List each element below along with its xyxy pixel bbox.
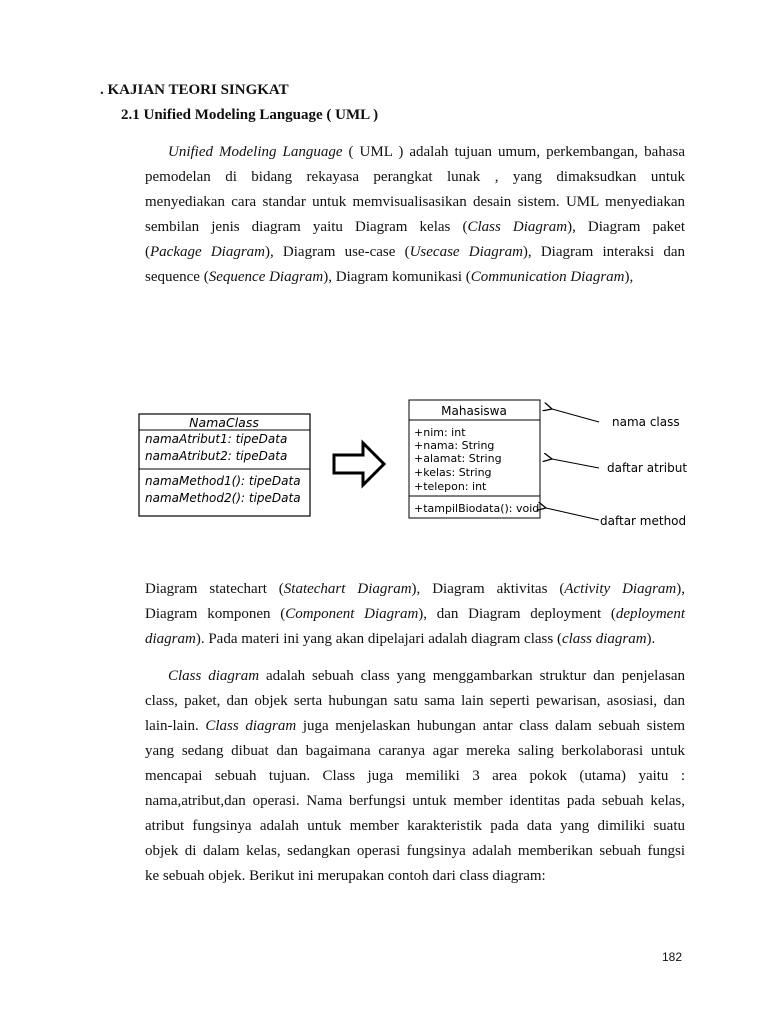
class-box-template	[139, 414, 310, 516]
mahasiswa-attribute: +kelas: String	[414, 466, 492, 479]
text-line: atribut fungsinya adalah untuk member karakteristik pada data yang dimiliki suatu	[145, 818, 685, 834]
pointer-arrow-class-name	[552, 409, 599, 422]
text-line: objek di dalam kelas, sedangkan operasi fungsinya adalah memberikan sebuah fungsi	[145, 843, 685, 859]
class-box-mahasiswa	[409, 400, 540, 518]
text-line: lain-lain. Class diagram juga menjelaskan hubungan antar class dalam sebuah sistem	[145, 718, 686, 734]
text-line: Class diagram adalah sebuah class yang menggambarkan struktur dan penjelasan	[168, 668, 685, 684]
page-number: 182	[662, 950, 683, 964]
subsection-heading: 2.1 Unified Modeling Language ( UML )	[121, 107, 379, 123]
text-line: ke sebuah objek. Berikut ini merupakan contoh dari class diagram:	[145, 868, 546, 884]
text-line: pemodelan di bidang rekayasa perangkat lunak , yang dimaksudkan untuk	[145, 169, 685, 185]
mahasiswa-class-name: Mahasiswa	[441, 404, 507, 418]
pointer-arrow-methods	[546, 508, 599, 520]
text-line: menyediakan cara standar untuk memvisualisasikan desain sistem. UML menyediakan	[145, 194, 685, 210]
mahasiswa-method: +tampilBiodata(): void	[414, 502, 540, 515]
template-method: namaMethod2(): tipeData	[145, 491, 301, 505]
text-line: nama,atribut,dan operasi. Nama berfungsi untuk member identitas pada sebuah kelas,	[145, 793, 685, 809]
text-line: sequence (Sequence Diagram), Diagram komunikasi (Communication Diagram),	[145, 269, 634, 285]
text-line: Diagram komponen (Component Diagram), dan Diagram deployment (deployment	[145, 606, 685, 622]
text-line: diagram). Pada materi ini yang akan dipelajari adalah diagram class (class diagram).	[145, 631, 656, 647]
text-line: sembilan jenis diagram yaitu Diagram kelas (Class Diagram), Diagram paket	[145, 219, 685, 235]
mahasiswa-attribute: +nama: String	[414, 439, 495, 452]
text-line: mencapai sebuah tujuan. Class juga memiliki 3 area pokok (utama) yaitu :	[145, 768, 685, 784]
text-line: yang sedang dibuat dan bagaimana caranya agar mereka saling berkolaborasi untuk	[145, 743, 685, 759]
right-arrow-icon	[334, 443, 384, 485]
text-line: (Package Diagram), Diagram use-case (Usecase Diagram), Diagram interaksi dan	[145, 244, 686, 260]
template-attribute: namaAtribut1: tipeData	[145, 432, 288, 446]
text-line: class, paket, dan objek serta hubungan satu sama lain seperti pewarisan, asosiasi, dan	[145, 693, 685, 709]
template-class-name: NamaClass	[189, 415, 259, 430]
text-line: Unified Modeling Language ( UML ) adalah tujuan umum, perkembangan, bahasa	[168, 144, 685, 160]
label-class-name: nama class	[612, 415, 680, 429]
mahasiswa-attribute: +telepon: int	[414, 480, 487, 493]
text-line: Diagram statechart (Statechart Diagram), Diagram aktivitas (Activity Diagram),	[145, 581, 685, 597]
label-methods: daftar method	[600, 514, 687, 528]
mahasiswa-attribute: +alamat: String	[414, 452, 502, 465]
section-heading: . KAJIAN TEORI SINGKAT	[100, 82, 289, 98]
template-attribute: namaAtribut2: tipeData	[145, 449, 288, 463]
mahasiswa-attribute: +nim: int	[414, 426, 466, 439]
label-attributes: daftar atribut	[607, 461, 688, 475]
template-method: namaMethod1(): tipeData	[145, 474, 301, 488]
pointer-arrow-attributes	[552, 459, 599, 468]
